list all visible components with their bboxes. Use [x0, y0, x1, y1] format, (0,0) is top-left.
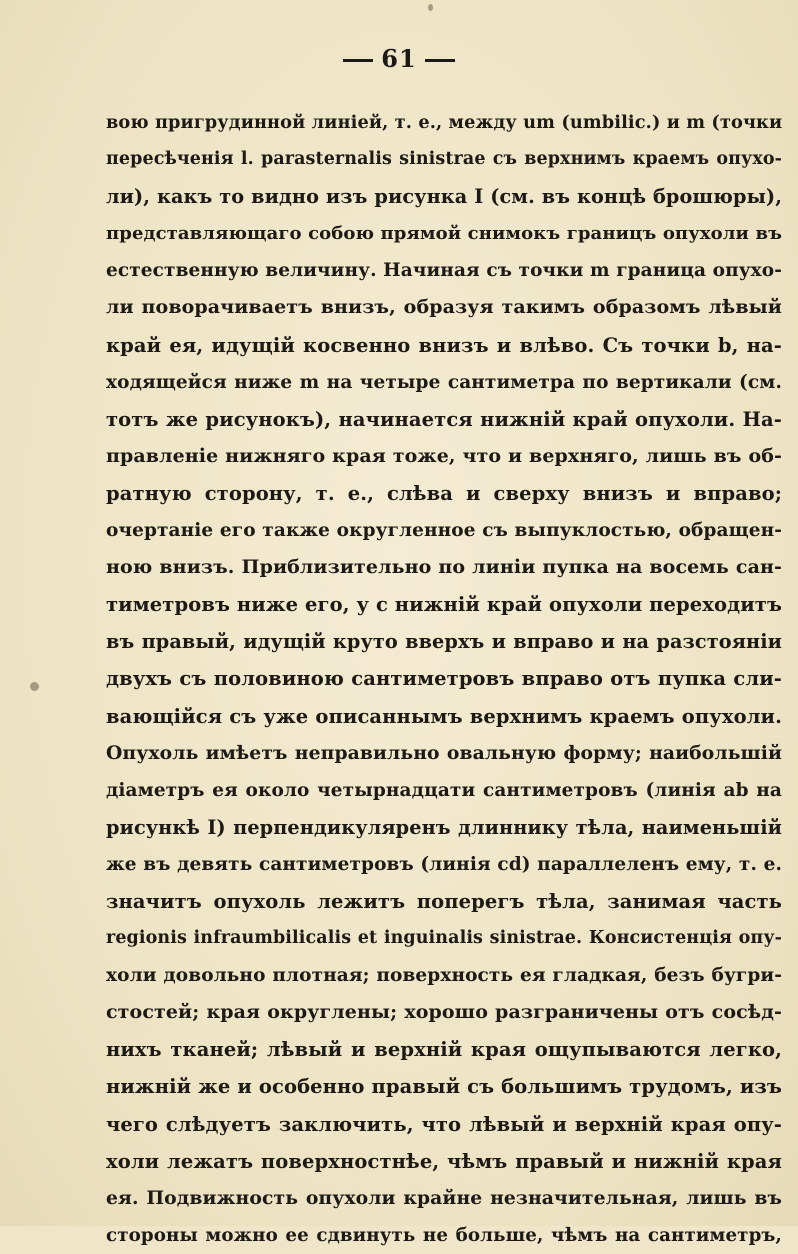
text-line: значитъ опухоль лежитъ поперегъ тѣла, занимая часть [106, 889, 782, 913]
text-line: очертаніе его также округленное съ выпуклостью, обращен- [106, 520, 782, 542]
text-line: нихъ тканей; лѣвый и верхній края ощупываются легко, [106, 1038, 782, 1062]
text-line: стостей; края округлены; хорошо разграничены отъ сосѣд- [106, 1001, 782, 1024]
text-line: край ея, идущій косвенно внизъ и влѣво. Съ точки b, на- [106, 333, 782, 357]
page-number-dash-right [425, 59, 455, 62]
text-line: представляющаго собою прямой снимокъ границъ опухоли въ [106, 223, 782, 245]
text-line: холи лежатъ поверхностнѣе, чѣмъ правый и нижній края [106, 1149, 782, 1173]
text-line: правленіе нижняго края тоже, что и верхняго, лишь въ об- [106, 444, 782, 467]
text-line: ея. Подвижность опухоли крайне незначительная, лишь въ [106, 1186, 782, 1209]
text-line: стороны можно ее сдвинуть не больше, чѣмъ на сантиметръ, [106, 1224, 782, 1246]
ink-speck [428, 4, 433, 11]
text-line: холи довольно плотная; поверхность ея гладкая, безъ бугри- [106, 965, 782, 987]
text-line: ли), какъ то видно изъ рисунка I (см. въ концѣ брошюры), [106, 185, 782, 209]
text-line: тотъ же рисунокъ), начинается нижній край опухоли. На- [106, 407, 782, 431]
ink-speck [30, 682, 39, 691]
page-number-dash-left [343, 59, 373, 62]
text-line: ходящейся ниже m на четыре сантиметра по вертикали (см. [106, 371, 782, 393]
text-line: рисункѣ I) перпендикуляренъ длиннику тѣла, наименьшій [106, 815, 782, 839]
text-line: ною внизъ. Приблизительно по линіи пупка на восемь сан- [106, 556, 782, 579]
text-line: Опухоль имѣетъ неправильно овальную форму; наибольшій [106, 741, 782, 764]
page-number [0, 44, 798, 73]
text-line: тиметровъ ниже его, у c нижній край опухоли переходитъ [106, 593, 783, 617]
page-number-value: 61 [381, 44, 417, 73]
body-text [106, 104, 782, 1254]
text-line: пересѣченія l. parasternalis sinistrae съ верхнимъ краемъ опухо- [106, 149, 782, 170]
text-line: двухъ съ половиною сантиметровъ вправо отъ пупка сли- [106, 667, 782, 691]
text-line: въ правый, идущій круто вверхъ и вправо и на разстояніи [106, 630, 782, 654]
text-line: ратную сторону, т. е., слѣва и сверху внизъ и вправо; [106, 481, 782, 505]
text-line: regionis infraumbilicalis et inguinalis sinistrae. Консистенція опу- [106, 928, 782, 949]
text-line: вою пригрудинной линіей, т. е., между um (umbilic.) и m (точки [106, 112, 783, 133]
text-line: вающійся съ уже описаннымъ верхнимъ краемъ опухоли. [106, 704, 782, 728]
text-line: естественную величину. Начиная съ точки m граница опухо- [106, 260, 782, 282]
text-line: чего слѣдуетъ заключить, что лѣвый и верхній края опу- [106, 1112, 782, 1136]
text-line: діаметръ ея около четырнадцати сантиметровъ (линія ab на [106, 779, 782, 801]
text-line: же въ девять сантиметровъ (линія cd) параллеленъ ему, т. е. [106, 853, 782, 875]
text-line: ли поворачиваетъ внизъ, образуя такимъ образомъ лѣвый [106, 296, 782, 319]
text-line: нижній же и особенно правый съ большимъ трудомъ, изъ [106, 1075, 782, 1099]
